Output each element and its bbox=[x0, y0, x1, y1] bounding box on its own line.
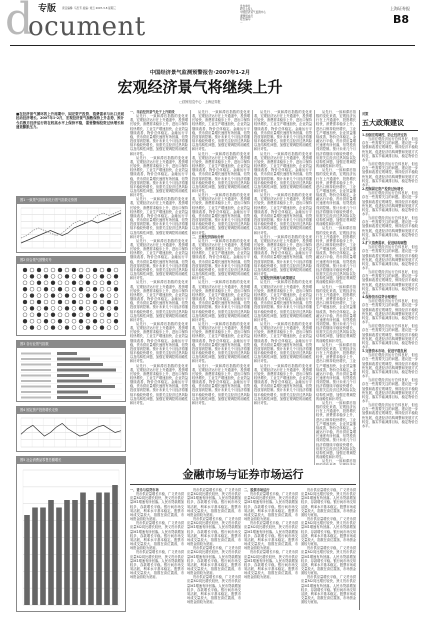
signal-dot bbox=[93, 326, 97, 330]
finance-paragraph: 货币供应量增长平稳，广义货币供应量M2同比增长较快，狭义货币供应量M1增速有所回落。人民币贷款增加较多，存款增长平稳。银行间市场交易活跃，利率水平基本稳定。股票市场成交量放大，指数在高位震荡，市场资金面较为宽裕。 bbox=[187, 517, 241, 547]
chart-2-title: 图2 综合景气预警灯号 bbox=[17, 257, 125, 264]
signal-dot bbox=[51, 306, 55, 310]
signal-dot bbox=[93, 300, 97, 304]
signal-dot bbox=[51, 313, 55, 317]
signal-dot bbox=[30, 274, 34, 278]
chart-1-title: 图1 一致景气指数和先行景气指数走势图 bbox=[17, 197, 125, 204]
column-divider bbox=[314, 110, 315, 465]
chart-3-table bbox=[17, 348, 125, 400]
body-paragraph: 从先行、一致和滞后指数的变化来看，宏观经济运行在上升通道中，投资增长较快，消费需求稳步上升，进出口保持较快增长，工业生产增速加快，企业效益继续改善，物价总体稳定。金融运行平稳，货币供应量增长速度有所回落，信贷投放得到控制。预计未来几个月经济将继续平稳较快增长，但需关注经济过热风险以及结构性问题，加强宏观调控的前瞻性和针对性。 bbox=[130, 197, 188, 239]
signal-dot bbox=[30, 313, 34, 317]
signal-dot bbox=[79, 313, 83, 317]
body-paragraph: 从先行、一致和滞后指 bbox=[322, 459, 356, 464]
signal-dot bbox=[37, 319, 41, 323]
table-bar bbox=[57, 369, 116, 372]
sidebar-paragraph: 当前宏观经济运行总体良好，但也存在一些需要关注的问题。建议进一步加强和改善宏观调控，保持经济平稳较快发展，促进经济结构调整和发展方式转变，落实节能减排目标，稳定物价总水平。 bbox=[362, 191, 418, 216]
masthead-rule bbox=[10, 45, 415, 46]
meta-line: 中国经济景气监测中心 bbox=[240, 11, 266, 15]
signal-dot bbox=[114, 287, 118, 291]
brand-initial: d bbox=[5, 0, 34, 45]
body-paragraph: 从先行、一致和滞后指数的变化来看，宏观经济运行在上升通道中，投资增长较快，消费需求稳步上升，进出口保持较快增长，工业生产增速加快，企业效益继续改善，物价总体稳定。金融运行平稳，货币供应量增长速度有所回落，信贷投放得到控制。预计未来几个月经济将继续平稳较快增长，但需关注经济过热风险以及结构性问题，加强宏观调控的前瞻性和针对性。 bbox=[192, 280, 250, 322]
signal-dot bbox=[107, 274, 111, 278]
body-paragraph: 从先行、一致和滞后指数的变化来看，宏观经济运行在上升通道中，投资增长较快，消费需求稳步上升，进出口保持较快增长，工业生产增速加快，企业效益继续改善，物价总体稳定。金融运行平稳，货币供应量增长速度有所回落，信贷投放得到控制。预计未来几个月经济将继续平稳较快增长，但需关注经济过热风险以及结构性问题，加强宏观调控的前瞻性和针对性。 bbox=[254, 234, 312, 277]
signal-dot bbox=[51, 319, 55, 323]
sidebar-rule bbox=[362, 130, 418, 131]
signal-dot bbox=[86, 306, 90, 310]
signal-dot bbox=[65, 306, 69, 310]
signal-dot bbox=[93, 319, 97, 323]
sidebar-paragraph: 当前宏观经济运行总体良好，但也存在一些需要关注的问题。建议进一步加强和改善宏观调控，保持经济平稳较快发展，促进经济结构调整和发展方式转变，落实节能减排目标，稳定物价总水平。 bbox=[362, 270, 418, 295]
signal-dot bbox=[114, 306, 118, 310]
signal-dot bbox=[72, 313, 76, 317]
signal-dot bbox=[100, 281, 104, 285]
signal-dot bbox=[107, 294, 111, 298]
signal-dot bbox=[72, 326, 76, 330]
signal-dot bbox=[93, 281, 97, 285]
signal-dot bbox=[100, 300, 104, 304]
signal-dot bbox=[23, 306, 27, 310]
sidebar-divider bbox=[359, 110, 360, 610]
masthead bbox=[0, 0, 425, 44]
chart-3 bbox=[16, 340, 126, 402]
meta-line: ... bbox=[240, 21, 243, 25]
table-label bbox=[21, 380, 51, 382]
signal-dot bbox=[65, 319, 69, 323]
signal-dot bbox=[93, 313, 97, 317]
signal-dot bbox=[79, 268, 83, 272]
signal-dot bbox=[37, 268, 41, 272]
signal-dot bbox=[23, 268, 27, 272]
body-paragraph: 从先行、一致和滞后指数的变化来看，宏观经济运行在上升通道中，投资增长较快，消费需求稳步上升，进出口保持较快增长，工业生产增速加快，企业效益继续改善，物价总体稳定。金融运行平稳，货币供应量增长速度有所回落，信贷投放得到控制。预计未来几个月经济将继续平稳较快增长，但需关注经济过热风险以及结构性问题，加强宏观调控的前瞻性和针对性。 bbox=[254, 321, 312, 364]
chart-5-title: 图5 社会消费品零售总额增长 bbox=[17, 457, 125, 464]
chart-1-plot bbox=[17, 204, 125, 252]
finance-paragraph: 货币供应量增长平稳，广义货币供应量M2同比增长较快，狭义货币供应量M1增速有所回落。人民币贷款增加较多，存款增长平稳。银行间市场交易活跃，利率水平基本稳定。股票市场成交量放大，指数在高位震荡，市场资金面较为宽裕。 bbox=[301, 546, 356, 576]
signal-dot bbox=[93, 268, 97, 272]
finance-paragraph: 货币供应量增长平稳，广义货币供应量M2同比增长较快，狭义货币供应量M1增速有所回落。人民币贷款增加较多，存款增长平稳。银行间市场交易活跃，利率水平基本稳定。股票市场成交量放大，指数在高位震荡，市场资金面较为宽裕。 bbox=[187, 488, 241, 517]
signal-dot bbox=[23, 319, 27, 323]
body-paragraph: 从先行、一致和滞后指数的变化来看，宏观经济运行在上升通道中，投资增长较快，消费需求稳步上升，进出口保持较快增长，工业生产增速加快，企业效益继续改善，物价总体稳定。金融运行平稳，货币供应量增长速度有所回落，信贷投放得到控制。预计未来几个月经济将继续平稳较快增长，但需关注经济过热风险以及结构性问题，加强宏观调控的前瞻性和针对性。 bbox=[192, 110, 250, 152]
signal-dot bbox=[86, 319, 90, 323]
sidebar-paragraph: 当前宏观经济运行总体良好，但也存在一些需要关注的问题。建议进一步加强和改善宏观调控，保持经济平稳较快发展，促进经济结构调整和发展方式转变，落实节能减排目标，稳定物价总水平。 bbox=[362, 137, 418, 162]
table-label bbox=[21, 386, 51, 388]
signal-dot bbox=[107, 268, 111, 272]
finance-paragraph: 货币供应量增长平稳，广义货币供应量M2同比增长较快，狭义货币供应量M1增速有所回落。人民币贷款增加较多，存款增长平稳。银行间市场交易活跃，利率水平基本稳定。股票市场成交量放大，指数在高位震荡，市场资金面较为宽裕。 bbox=[244, 550, 298, 580]
chart-4 bbox=[16, 406, 126, 452]
signal-dot bbox=[79, 300, 83, 304]
signal-dot bbox=[100, 274, 104, 278]
signal-dot bbox=[107, 300, 111, 304]
body-paragraph: 从先行、一致和滞后指数的变化来看，宏观经济运行在上升通道中，投资增长较快，消费需求稳步上升，进出口保持较快增长，工业生产增速加快，企业效益继续改善，物价总体稳定。金融运行平稳，货币供应量增长速度有所回落，信贷投放得到控制。预计未来几个月经济将继续平稳较快增长，但需关注经济过热风险以及结构性问题，加强宏观调控的前瞻性和针对性。 bbox=[254, 151, 312, 193]
signal-dot bbox=[51, 268, 55, 272]
signal-dot bbox=[86, 274, 90, 278]
table-bar bbox=[57, 352, 77, 355]
chart-5 bbox=[16, 456, 126, 612]
signal-dot bbox=[86, 294, 90, 298]
main-headline: 宏观经济景气将继续上升 bbox=[117, 78, 283, 96]
chart-5-plot bbox=[17, 464, 125, 611]
meta-line: 研究主持人 bbox=[240, 8, 253, 12]
signal-dot bbox=[65, 300, 69, 304]
bar bbox=[24, 515, 30, 605]
sidebar-paragraph: 当前宏观经济运行总体良好，但也存在一些需要关注的问题。建议进一步加强和改善宏观调控，保持经济平稳较快发展，促进经济结构调整和发展方式转变，落实节能减排目标，稳定物价总水平。 bbox=[362, 245, 418, 270]
signal-dot bbox=[44, 306, 48, 310]
chart-2 bbox=[16, 256, 126, 336]
signal-dot bbox=[72, 319, 76, 323]
signal-dot bbox=[93, 274, 97, 278]
signal-dot bbox=[51, 287, 55, 291]
brand-latin: ocument bbox=[28, 12, 146, 42]
signal-dot bbox=[44, 326, 48, 330]
finance-paragraph: 货币供应量增长平稳，广义货币供应量M2同比增长较快，狭义货币供应量M1增速有所回落。人民币贷款增加较多，存款增长平稳。银行间市场交易活跃，利率水平基本稳定。股票市场成交量放大，指数在高位震荡，市场资金面较为宽裕。 bbox=[301, 517, 356, 547]
section-heading: 三、宏观经济预测与政策建议 bbox=[254, 276, 296, 281]
bar bbox=[112, 485, 118, 605]
signal-dot bbox=[37, 281, 41, 285]
finance-rule bbox=[130, 484, 356, 485]
signal-dot bbox=[100, 294, 104, 298]
table-bar bbox=[57, 363, 103, 366]
finance-paragraph: 货币供应量增长平稳，广义货币供应量M2同比增长较快，狭义货币供应量M1增速有所回落。人民币贷款增加较多，存款增长平稳。银行间市场交易活跃，利率水平基本稳定。股票市场成交量放大，指数在高位震荡，市场资金面较为宽裕。 bbox=[244, 492, 298, 522]
signal-dot bbox=[30, 319, 34, 323]
sidebar-paragraph: 当前宏观经济运行总体良好，但也存在一些需要关注的问题。建议进一步加强和改善宏观调控，保持经济平稳较快发展，促进经济结构调整和发展方式转变，落实节能减排目标，稳定物价总水平。 bbox=[362, 299, 418, 325]
signal-dot bbox=[30, 287, 34, 291]
signal-dot bbox=[72, 294, 76, 298]
finance-paragraph: 货币供应量增长平稳，广义货币供应量M2同比增长较快，狭义货币供应量M1增速有所回落。人民币贷款增加较多，存款增长平稳。银行间市场交易活跃，利率水平基本稳定。股票市场成交量放大，指数在高位震荡，市场资金面较为宽裕。 bbox=[187, 546, 241, 576]
signal-dot bbox=[114, 274, 118, 278]
bar bbox=[56, 508, 62, 606]
body-paragraph: 从先行、一致和滞后指数的变化来看，宏观经济运行在上升通道中，投资增长较快，消费需求稳步上升，进出口保持较快增长，工业生产增速加快，企业效益继续改善，物价总体稳定。金融运行平稳，货币供应量增长速度有所回落，信贷投放得到控制。预计未来几个月经济将继续平稳较快增长，但需关注经济过热风险以及结构性问题，加强宏观调控的前瞻性和针对性。 bbox=[254, 193, 312, 235]
signal-dot bbox=[107, 281, 111, 285]
signal-dot bbox=[65, 294, 69, 298]
signal-dot bbox=[65, 326, 69, 330]
finance-subhead: 二、股票市场运行 bbox=[244, 488, 270, 492]
body-paragraph: 从先行、一致和滞后指数的变化来看，宏观经济运行在上升通道中，投资增长较快，消费需求稳步上升，进出口保持较快增长，工业生产增速加快，企业效益继续改善，物价总体稳定。金融运行平稳，货币供应量增长速度有所回落，信贷投放得到控制。预计未来几个月经济将继续平稳较快增长，但需关注经济过热风险以及结构性问题，加强宏观调控的前瞻性和针对性。 bbox=[192, 151, 250, 193]
signal-dot bbox=[37, 300, 41, 304]
signal-dot bbox=[114, 326, 118, 330]
signal-dot bbox=[86, 300, 90, 304]
signal-dot bbox=[65, 274, 69, 278]
finance-col-1 bbox=[130, 488, 184, 613]
signal-dot bbox=[58, 274, 62, 278]
signal-dot bbox=[72, 268, 76, 272]
signal-dot bbox=[58, 313, 62, 317]
table-bar bbox=[57, 391, 88, 394]
signal-dot bbox=[44, 294, 48, 298]
body-paragraph: 从先行、一致和滞后指数的变化来看，宏观经济运行在上升通道中，投资增长较快，消费需求稳步上升，进出口保持较快增长，工业生产增速加快，企业效益继续改善，物价总体稳定。金融运行平稳，货币供应量增长速度有所回落，信贷投放得到控制。预计未来几个月经济将继续平稳较快增长，但需关注经济过热风险以及结构性问题，加强宏观调控的前瞻性和针对性。 bbox=[130, 155, 188, 198]
lead-paragraph bbox=[16, 112, 124, 192]
signal-dot bbox=[30, 268, 34, 272]
signal-dot bbox=[86, 313, 90, 317]
signal-dot bbox=[93, 287, 97, 291]
finance-paragraph: 货币供应量增长平稳，广义货币供应量M2同比增长较快，狭义货币供应量M1增速有所回落。人民币贷款增加较多，存款增长平稳。银行间市场交易活跃，利率水平基本稳定。股票市场成交量放大，指数在高位震荡，市场资金面较为宽裕。 bbox=[187, 575, 241, 605]
bar bbox=[48, 500, 54, 605]
table-label bbox=[21, 369, 51, 371]
finance-subhead: 一、货币与信贷市场 bbox=[130, 488, 159, 492]
finance-paragraph: 货币供应量增长平稳，广义货币供应量M2同比增长较快，狭义货币供应量M1增速有所回落。人民币贷款增加较多，存款增长平稳。银行间市场交易活跃，利率水平基本稳定。股票市场成交量放大，指数在高位震荡，市场资金面较为宽裕。 bbox=[244, 521, 298, 551]
signal-dot bbox=[114, 268, 118, 272]
body-paragraph: 从先行、一致和滞后指数的变化来看，宏观经济运行在上升通道中，投资增长较快，消费需求稳步上升，进出口保持较快增长，工业生产增速加快，企业效益继续改善，物价总体稳定。金融运行平稳，货币供应量增长速度有所回落，信贷投放得到控制。预计未来几个月经济将继续平稳较快增长，但需关注经济过热风险以及结构性问题，加强宏观调控的前瞻性和针对性。 bbox=[130, 280, 188, 322]
table-bar bbox=[57, 380, 102, 383]
body-paragraph: 从先行、一致和滞后指数的变化来看，宏观经济运行在上升通道中，投资增长较快，消费需求稳步上升，进出口保持较快增长，工业生产增速加快，企业效益继续改善，物价总体稳定。金融运行平稳，货币供应量增长速度有所回落，信贷投放得到控制。预计未来几个月经济将继续平稳较快增长，但需关注经济过热风险以及结构性问题，加强宏观调控的前瞻性和针对性。 bbox=[192, 363, 250, 405]
body-paragraph: 从先行、一致和滞后指数的变化来看，宏观经济运行在上升通道中，投资增长较快，消费需求稳步上升，进出口保持较快增长，工业生产增速加快，企业效益继续改善，物价总体稳定。金融运行平稳，货币供应量增长速度有所回落，信贷投放得到控制。预计未来几个月经济将继续平稳较快增长，但需关注经济过热风险以及结构性问题，加强宏观调控的前瞻性和针对性。 bbox=[254, 110, 312, 152]
bar bbox=[72, 500, 78, 605]
signal-dot bbox=[107, 306, 111, 310]
signal-dot bbox=[100, 326, 104, 330]
signal-dot bbox=[114, 319, 118, 323]
body-paragraph: 从先行、一致和滞后指数的变化来看，宏观经济运行在上升通道中，投资增长较快，消费需求稳步上升，进出口保持较快增长，工业生产增速加快，企业效益继续改善，物价总体稳定。金融运行平稳，货币供应量增长速度有所回落，信贷投放得到控制。预计未来几个月经济将继续平稳较快增长，但需关注经济过热风险以及结构性问题，加强宏观调控的前瞻性和针对性。 bbox=[316, 342, 356, 401]
signal-dot bbox=[30, 306, 34, 310]
finance-col-4 bbox=[301, 488, 356, 613]
sidebar-item: 3.扩大消费需求，促进结构调整 bbox=[362, 241, 407, 246]
signal-dot bbox=[79, 281, 83, 285]
signal-dot bbox=[93, 294, 97, 298]
signal-dot bbox=[44, 319, 48, 323]
signal-dot bbox=[58, 287, 62, 291]
signal-dot bbox=[58, 319, 62, 323]
signal-dot bbox=[44, 268, 48, 272]
signal-dot bbox=[86, 268, 90, 272]
signal-dot bbox=[23, 294, 27, 298]
sidebar-item: 1.加强宏观调控，防止经济过热 bbox=[362, 133, 407, 137]
signal-dot bbox=[58, 326, 62, 330]
body-paragraph: 从先行、一致和滞后指数的变化来看，宏观经济运行在上升通道中，投资增长较快，消费需求稳步上升，进出口保持较快增长，工业生产增速加快，企业效益继续改善，物价总体稳定。金融运行平稳，货币供应量增长速度有所回落，信贷投放得到控制。预计未来几个月经济将继续平稳较快增长，但需关注经济过热风险以及结构性问题，加强宏观调控的前瞻性和针对性。 bbox=[316, 226, 356, 285]
bar bbox=[104, 493, 110, 606]
signal-dot bbox=[100, 306, 104, 310]
table-label bbox=[21, 375, 51, 377]
body-paragraph: 从先行、一致和滞后指数的变化来看，宏观经济运行在上升通道中，投资增长较快，消费需求稳步上升，进出口保持较快增长，工业生产增速加快，企业效益继续改善，物价总体稳定。金融运行平稳，货币供应量增长速度有所回落，信贷投放得到控制。预计未来几个月经济将继续平稳较快增长，但需关注经济过热风险以及结构性问题，加强宏观调控的前瞻性和针对性。 bbox=[192, 321, 250, 364]
signal-dot bbox=[65, 287, 69, 291]
signal-dot bbox=[79, 274, 83, 278]
signal-dot bbox=[51, 274, 55, 278]
body-paragraph: 从先行、一致和滞后指数的变化来看，宏观经济运行在上升通道中，投资增长较快，消费需求稳步上升，进出口保持较快增长，工业生产增速加快，企业效益继续改善，物价总体稳定。金融运行平稳，货币供应量增长速度有所回落，信贷投放得到控制。预计未来几个月经济将继续平稳较快增长，但需关注经济过热风险以及结构性问题，加强宏观调控的前瞻性和针对性。 bbox=[316, 284, 356, 343]
signal-dot bbox=[107, 287, 111, 291]
signal-dot bbox=[30, 294, 34, 298]
signal-dot bbox=[114, 294, 118, 298]
lead-text: ■在经济景气循环的上升周期中，固定资产投资、消费需求与出口共同拉动经济增长。2007年1-2月，宏观经济景气指数保持上升态势，预计今后数月经济运行将在较高水平上保持平稳，需要警惕投资过快增长和通货膨胀压力。 bbox=[16, 112, 124, 130]
finance-paragraph: 货币供应量增长平稳，广义货币供应量M2同比增长较快，狭义货币供应量M1增速有所回落。人民币贷款增加较多，存款增长平稳。银行间市场交易活跃，利率水平基本稳定。股票市场成交量放大，指数在高位震荡，市场资金面较为宽裕。 bbox=[301, 575, 356, 605]
signal-dot bbox=[30, 281, 34, 285]
signal-dot bbox=[23, 281, 27, 285]
signal-dot bbox=[23, 274, 27, 278]
body-paragraph: 从先行、一致和滞后指数的变化来看，宏观经济运行在上升通道中，投资增长较快，消费需求稳步上升，进出口保持较快增长，工业生产增速加快，企业效益继续改善，物价总体稳定。金融运行平稳，货币供应量增长速度有所回落，信贷投放得到控制。预计未来几个月经济将继续平稳较快增长，但需关注经济过热风险以及结构性问题，加强宏观调控的前瞻性和针对性。 bbox=[254, 280, 312, 322]
bar bbox=[64, 500, 70, 605]
bar bbox=[96, 493, 102, 606]
finance-col-2 bbox=[187, 488, 241, 613]
signal-dot bbox=[51, 326, 55, 330]
signal-dot bbox=[51, 300, 55, 304]
signal-dot bbox=[114, 300, 118, 304]
signal-dot bbox=[79, 319, 83, 323]
newspaper-name: 上海证券报 bbox=[390, 6, 410, 11]
column-divider bbox=[252, 110, 253, 465]
bar bbox=[80, 493, 86, 606]
signal-dot bbox=[51, 294, 55, 298]
signal-dot bbox=[100, 287, 104, 291]
chart-2-signal-grid bbox=[17, 264, 125, 334]
sidebar-paragraph: 当前宏观经济运行总体良好，但也存在一些需要关注的问题。建议进一步加强和改善宏观调控，保持经济平稳较快发展，促进经济结构调整和发展方式转变，落实节能减排目标，稳定物价总水平。 bbox=[362, 162, 418, 187]
signal-dot bbox=[65, 281, 69, 285]
signal-dot bbox=[79, 294, 83, 298]
sidebar-item: 4.保持货币信贷合理增长 bbox=[362, 295, 398, 300]
signal-dot bbox=[37, 313, 41, 317]
sidebar-paragraph: 当前宏观经济运行总体良好，但也存在一些需要关注的问题。建议进一步加强和改善宏观调控，保持经济平稳较快发展，促进经济结构调整和发展方式转变，落实节能减排目标，稳定物价总水平。 bbox=[362, 216, 418, 241]
masthead-meta: 责任编辑: 马忠芳 美编: 刘云 2007-3-8 星期三 bbox=[62, 7, 116, 10]
body-paragraph: 从先行、一致和滞后指数的变化来看，宏观经济运行在上升通道中，投资增长较快，消费需求稳步上升，进出口保持较快增长，工业生产增速加快，企业效益继续改善，物价总体稳定。金融运行平稳，货币供应量增长速度有所回落，信贷投放得到控制。预计未来几个月经济将继续平稳较快增长，但需关注经济过热风险以及结构性问题，加强宏观调控的前瞻性和针对性。 bbox=[130, 363, 188, 405]
chart-4-title: 图4 固定资产投资增长走势 bbox=[17, 407, 125, 414]
signal-dot bbox=[72, 300, 76, 304]
signal-dot bbox=[86, 326, 90, 330]
signal-dot bbox=[65, 313, 69, 317]
meta-line: 课题组成员 bbox=[240, 14, 253, 18]
body-paragraph: 从先行、一致和滞后指数的变化来看，宏观经济运行在上升通道中，投资增长较快，消费需求稳步上升，进出口保持较快增长，工业生产增速加快，企业效益继续改善，物价总体稳定。金融运行平稳，货币供应量增长速度有所回落，信贷投放得到控制。预计未来几个月经济将继续平稳较快增长，但需关注经济过热风险以及结构性问题，加强宏观调控的前瞻性和针对性。 bbox=[130, 321, 188, 364]
signal-dot bbox=[44, 300, 48, 304]
signal-dot bbox=[93, 306, 97, 310]
signal-dot bbox=[79, 287, 83, 291]
bar bbox=[40, 508, 46, 606]
signal-dot bbox=[37, 274, 41, 278]
body-paragraph: 从先行、一致和滞后指数的变化来看，宏观经济运行在上升通道中，投资增长较快，消费需求稳步上升，进出口保持较快增长，工业生产增速加快，企业效益继续改善，物价总体稳定。金融运行平稳，货币供应量增长速度有所回落，信贷投放得到控制。预计未来几个月经济将继续平稳较快增长，但需关注经济过热风险以及结构性问题，加强宏观调控的前瞻性和针对性。 bbox=[130, 238, 188, 281]
signal-dot bbox=[107, 319, 111, 323]
signal-dot bbox=[72, 287, 76, 291]
sidebar-item: 2.控制固定资产投资过快增长 bbox=[362, 187, 404, 192]
body-col-1 bbox=[130, 110, 188, 465]
body-paragraph: 从先行、一致和滞后指数的变化来看，宏观经济运行在上升通道中，投资增长较快，消费需求稳步上升，进出口保持较快增长，工业生产增速加快，企业效益继续改善，物价总体稳定。金融运行平稳，货币供应量增长速度有所回落，信贷投放得到控制。预计未来几个月经济将继续平稳较快增长，但需关注经济过热风险以及结构性问题，加强宏观调控的前瞻性和针对性。 bbox=[316, 400, 356, 459]
meta-line: 发布单位 bbox=[240, 5, 251, 8]
table-bar bbox=[57, 374, 89, 377]
sidebar-body bbox=[362, 133, 418, 613]
signal-dot bbox=[37, 306, 41, 310]
signal-dot bbox=[23, 287, 27, 291]
chart-4-plot bbox=[17, 414, 125, 451]
bar bbox=[32, 508, 38, 606]
body-paragraph: 从先行、一致和滞后指数的变化来看，宏观经济运行在上升通道中，投资增长较快，消费需求稳步上升，进出口保持较快增长，工业生产增速加快，企业效益继续改善，物价总体稳定。金融运行平稳，货币供应量增长速度有所回落，信贷投放得到控制。预计未来几个月经济将继续平稳较快增长，但需关注经济过热风险以及结构性问题，加强宏观调控的前瞻性和针对性。 bbox=[192, 238, 250, 281]
signal-dot bbox=[100, 268, 104, 272]
sidebar-title: 五大政策建议 bbox=[362, 119, 404, 127]
body-col-2 bbox=[192, 110, 250, 465]
signal-dot bbox=[23, 300, 27, 304]
section-label: 专版 bbox=[38, 4, 57, 14]
chart-3-title: 图3 各行业景气指数 bbox=[17, 341, 125, 348]
signal-dot bbox=[58, 268, 62, 272]
table-label bbox=[21, 358, 51, 360]
signal-dot bbox=[37, 294, 41, 298]
finance-headline: 金融市场与证券市场运行 bbox=[182, 468, 304, 481]
signal-dot bbox=[44, 313, 48, 317]
table-label bbox=[21, 397, 51, 399]
table-label bbox=[21, 364, 51, 366]
signal-dot bbox=[107, 313, 111, 317]
sidebar-tag: 对策 bbox=[362, 112, 369, 116]
body-paragraph: 从先行、一致和滞后指数的变化来看，宏观经济运行在上升通道中，投资增长较快，消费需求稳步上升，进出口保持较快增长，工业生产增速加快，企业效益继续改善，物价总体稳定。金融运行平稳，货币供应量增长速度有所回落，信贷投放得到控制。预计未来几个月经济将继续平稳较快增长，但需关注经济过热风险以及结构性问题，加强宏观调控的前瞻性和针对性。 bbox=[316, 110, 356, 169]
sidebar-paragraph: 当前宏观经济运行总体良好，但也存在一些需要关注的问题。建议进一步加强和改善宏观调控，保持经济平稳较快发展，促进经济结构调整和发展方式转变，落实节能减排目标，稳定物价总水平。 bbox=[362, 324, 418, 349]
signal-dot bbox=[37, 326, 41, 330]
signal-dot bbox=[58, 306, 62, 310]
signal-dot bbox=[79, 326, 83, 330]
signal-dot bbox=[79, 306, 83, 310]
signal-dot bbox=[58, 281, 62, 285]
signal-dot bbox=[72, 281, 76, 285]
signal-dot bbox=[51, 281, 55, 285]
byline: □国家信息中心 · 上海证券报 bbox=[179, 100, 221, 104]
body-paragraph: 从先行、一致和滞后指数的变化来看，宏观经济运行在上升通道中，投资增长较快，消费需求稳步上升，进出口保持较快增长，工业生产增速加快，企业效益继续改善，物价总体稳定。金融运行平稳，货币供应量增长速度有所回落，信贷投放得到控制。预计未来几个月经济将继续平稳较快增长，但需关注经济过热风险以及结构性问题，加强宏观调控的前瞻性和针对性。 bbox=[254, 363, 312, 405]
signal-dot bbox=[30, 300, 34, 304]
signal-dot bbox=[23, 326, 27, 330]
section-heading: 二、主要经济指标分析 bbox=[192, 234, 224, 239]
signal-dot bbox=[100, 319, 104, 323]
column-divider bbox=[190, 110, 191, 465]
body-paragraph: 从先行、一致和滞后指数的变化来看，宏观经济运行在上升通道中，投资增长较快，消费需求稳步上升，进出口保持较快增长，工业生产增速加快，企业效益继续改善，物价总体稳定。金融运行平稳，货币供应量增长速度有所回落，信贷投放得到控制。预计未来几个月经济将继续平稳较快增长，但需关注经济过热风险以及结构性问题，加强宏观调控的前瞻性和针对性。 bbox=[192, 193, 250, 235]
body-paragraph: 从先行、一致和滞后指数的变化来看，宏观经济运行在上升通道中，投资增长较快，消费需求稳步上升，进出口保持较快增长，工业生产增速加快，企业效益继续改善，物价总体稳定。金融运行平稳，货币供应量增长速度有所回落，信贷投放得到控制。预计未来几个月经济将继续平稳较快增长，但需关注经济过热风险以及结构性问题，加强宏观调控的前瞻性和针对性。 bbox=[130, 114, 188, 156]
body-col-3 bbox=[254, 110, 312, 465]
signal-dot bbox=[72, 306, 76, 310]
sidebar-paragraph: 当前宏观经济运行总体良好，但也存在一些需要关注的问题。建议进一步加强和改善宏观调控，保持经济平稳较快发展，促进经济结构调整和发展方式转变，落实节能减排目标，稳定物价总水平。 bbox=[362, 353, 418, 379]
signal-dot bbox=[107, 326, 111, 330]
meta-line: 报告编写: bbox=[240, 17, 252, 21]
body-paragraph: 从先行、一致和滞后指数的变化来看，宏观经济运行在上升通道中，投资增长较快，消费需求稳步上升，进出口保持较快增长，工业生产增速加快，企业效益继续改善，物价总体稳定。金融运行平稳，货币供应量增长速度有所回落，信贷投放得到控制。预计未来几个月经济将继续平稳较快增长，但需关注经济过热风险以及结构性问题，加强宏观调控的前瞻性和针对性。 bbox=[316, 168, 356, 227]
signal-dot bbox=[114, 313, 118, 317]
sidebar-item: 5.完善资本市场，促进平稳发展 bbox=[362, 349, 407, 354]
sidebar-paragraph: 当前宏观经济运行总体良好，但也存在一些需要关注的问题。建议进一步加强和改善宏观调控，保持经济平稳较快发展，促进经济结构调整和发展方式转变，落实节能减排目标，稳定物价总水平。 bbox=[362, 403, 418, 428]
finance-paragraph: 货币供应量增长平稳，广义货币供应量M2同比增长较快，狭义货币供应量M1增速有所回落。人民币贷款增加较多，存款增长平稳。银行间市场交易活跃，利率水平基本稳定。股票市场成交量放大，指数在高位震荡，市场资金面较为宽裕。 bbox=[130, 492, 184, 522]
chart-1 bbox=[16, 196, 126, 253]
signal-dot bbox=[58, 300, 62, 304]
section-heading: 一、当前经济景气处于上升阶段 bbox=[130, 110, 175, 114]
sidebar-paragraph: 当前宏观经济运行总体良好，但也存在一些需要关注的问题。建议进一步加强和改善宏观调控，保持经济平稳较快发展，促进经济结构调整和发展方式转变，落实节能减排目标，稳定物价总水平。 bbox=[362, 378, 418, 403]
signal-dot bbox=[65, 268, 69, 272]
finance-paragraph: 货币供应量增长平稳，广义货币供应量M2同比增长较快，狭义货币供应量M1增速有所回落。人民币贷款增加较多，存款增长平稳。银行间市场交易活跃，利率水平基本稳定。股票市场成交量放大，指数在高位震荡，市场资金面较为宽裕。 bbox=[130, 550, 184, 580]
table-label bbox=[21, 391, 51, 393]
right-meta bbox=[240, 5, 370, 39]
signal-dot bbox=[30, 326, 34, 330]
signal-dot bbox=[72, 274, 76, 278]
signal-dot bbox=[23, 313, 27, 317]
signal-dot bbox=[44, 274, 48, 278]
table-label bbox=[21, 353, 51, 355]
finance-paragraph: 货币供应量增长平稳，广义货币供应量M2同比增长较快，狭义货币供应量M1增速有所回落。人民币贷款增加较多，存款增长平稳。银行间市场交易活跃，利率水平基本稳定。股票市场成交量放大，指数在高位震荡，市场资金面较为宽裕。 bbox=[301, 488, 356, 517]
table-bar bbox=[57, 358, 90, 361]
signal-dot bbox=[58, 294, 62, 298]
signal-dot bbox=[37, 287, 41, 291]
page-code: B8 bbox=[393, 13, 410, 26]
signal-dot bbox=[114, 281, 118, 285]
bar bbox=[88, 500, 94, 605]
signal-dot bbox=[100, 313, 104, 317]
signal-dot bbox=[44, 281, 48, 285]
finance-paragraph: 货币供应量增长平稳，广义货币供应量M2同比增长较快，狭义货币供应量M1增速有所回落。人民币贷款增加较多，存款增长平稳。银行间市场交易活跃，利率水平基本稳定。股票市场成交量放大，指数在高位震荡，市场资金面较为宽裕。 bbox=[130, 521, 184, 551]
body-col-4 bbox=[316, 110, 356, 465]
finance-col-3 bbox=[244, 488, 298, 613]
table-bar bbox=[57, 396, 101, 399]
signal-dot bbox=[86, 281, 90, 285]
signal-dot bbox=[86, 287, 90, 291]
table-bar bbox=[57, 385, 115, 388]
kicker: 中国经济景气监测预警报告·2007年1-2月 bbox=[149, 70, 251, 76]
signal-dot bbox=[44, 287, 48, 291]
